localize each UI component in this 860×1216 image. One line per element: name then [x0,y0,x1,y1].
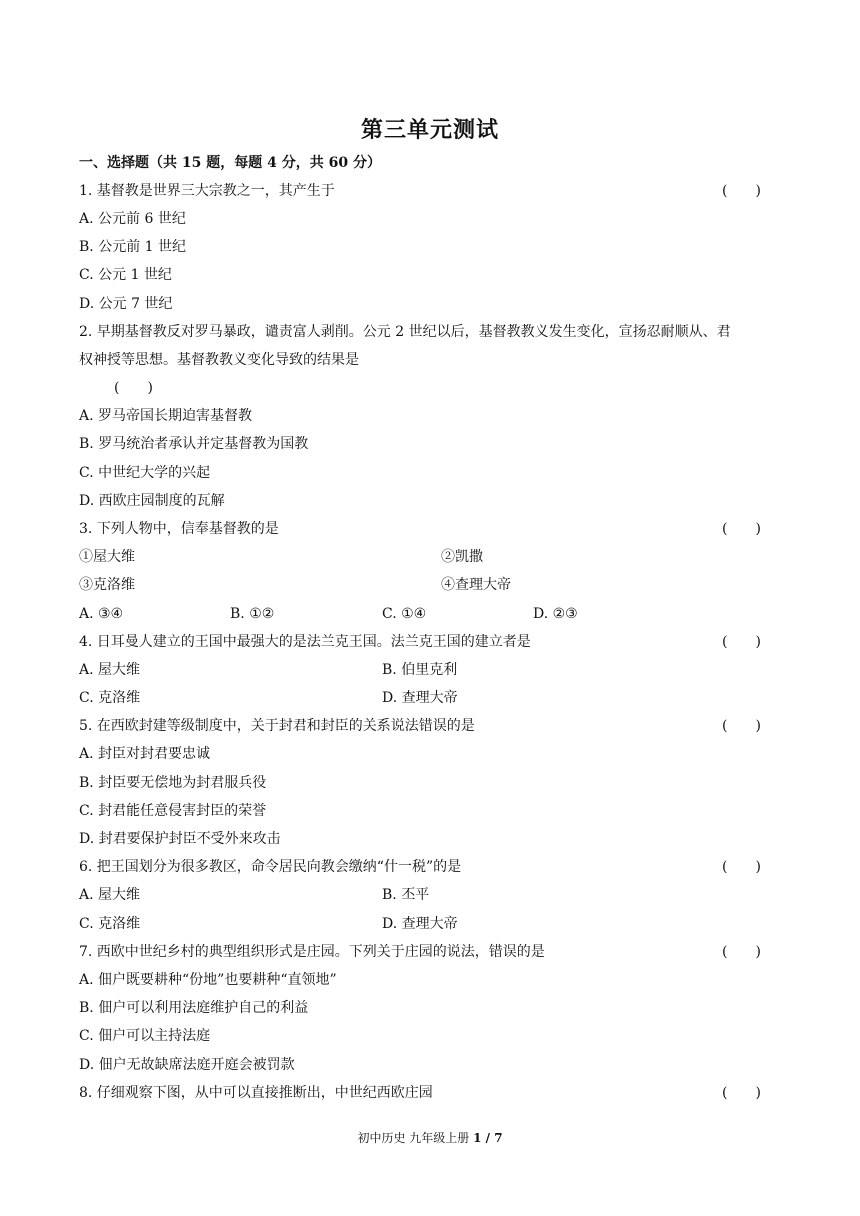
question-5-option-d: D. 封君要保护封臣不受外来攻击 [79,831,281,847]
question-5-stem: 5. 在西欧封建等级制度中，关于封君和封臣的关系说法错误的是 [79,718,475,734]
question-3-option-a: A. ③④ [79,606,124,622]
question-7-option-d: D. 佃户无故缺席法庭开庭会被罚款 [79,1057,295,1073]
question-4-option-a: A. 屋大维 [79,662,141,678]
question-6-option-c: C. 克洛维 [79,916,141,932]
question-4-option-b: B. 伯里克利 [382,662,458,678]
question-3-option-c: C. ①④ [382,606,427,622]
question-8-stem: 8. 仔细观察下图，从中可以直接推断出，中世纪西欧庄园 [79,1085,433,1101]
question-1-stem: 1. 基督教是世界三大宗教之一，其产生于 [79,183,335,199]
question-2-option-d: D. 西欧庄园制度的瓦解 [79,493,225,509]
answer-blank-7: ( ) [722,944,761,960]
section-heading: 一、选择题（共 15 题，每题 4 分，共 60 分） [79,155,381,171]
question-2-stem-line-1: 2. 早期基督教反对罗马暴政，谴责富人剥削。公元 2 世纪以后，基督教教义发生变化，宣扬忍耐顺从、君 [79,324,731,340]
question-1-option-a: A. 公元前 6 世纪 [79,211,186,227]
question-7-option-b: B. 佃户可以利用法庭维护自己的利益 [79,1000,309,1016]
answer-blank-6: ( ) [722,859,761,875]
footer-page-number: 1 / 7 [473,1131,503,1145]
question-3-stem: 3. 下列人物中，信奉基督教的是 [79,521,279,537]
question-6-option-d: D. 查理大帝 [382,916,458,932]
question-7-option-c: C. 佃户可以主持法庭 [79,1028,211,1044]
question-3-option-d: D. ②③ [533,606,578,622]
question-6-option-b: B. 丕平 [382,887,430,903]
question-2-stem-line-2: 权神授等思想。基督教教义变化导致的结果是 [79,352,359,368]
question-3-item-4: ④查理大帝 [441,577,511,593]
footer-subject: 初中历史 九年级上册 [357,1131,470,1145]
answer-blank-3: ( ) [722,521,761,537]
question-1-option-b: B. 公元前 1 世纪 [79,239,186,255]
question-5-option-a: A. 封臣对封君要忠诚 [79,746,211,762]
question-7-option-a: A. 佃户既要耕种“份地”也要耕种“直领地” [79,972,337,988]
question-6-stem: 6. 把王国划分为很多教区，命令居民向教会缴纳“什一税”的是 [79,859,462,875]
question-2-option-b: B. 罗马统治者承认并定基督教为国教 [79,436,309,452]
answer-blank-2: ( ) [114,380,153,396]
question-5-option-b: B. 封臣要无偿地为封君服兵役 [79,775,267,791]
question-3-item-2: ②凯撒 [441,549,483,565]
page-title: 第三单元测试 [360,117,499,143]
question-4-option-d: D. 查理大帝 [382,690,458,706]
answer-blank-1: ( ) [722,183,761,199]
answer-blank-8: ( ) [722,1085,761,1101]
question-4-stem: 4. 日耳曼人建立的王国中最强大的是法兰克王国。法兰克王国的建立者是 [79,634,531,650]
question-3-item-1: ①屋大维 [79,549,135,565]
question-5-option-c: C. 封君能任意侵害封臣的荣誉 [79,803,267,819]
question-1-option-d: D. 公元 7 世纪 [79,296,173,312]
question-4-option-c: C. 克洛维 [79,690,141,706]
question-7-stem: 7. 西欧中世纪乡村的典型组织形式是庄园。下列关于庄园的说法，错误的是 [79,944,545,960]
question-6-option-a: A. 屋大维 [79,887,141,903]
question-1-option-c: C. 公元 1 世纪 [79,267,172,283]
question-2-option-a: A. 罗马帝国长期迫害基督教 [79,408,253,424]
page-footer [0,1129,860,1147]
question-3-item-3: ③克洛维 [79,577,135,593]
answer-blank-4: ( ) [722,634,761,650]
question-2-option-c: C. 中世纪大学的兴起 [79,465,211,481]
question-3-option-b: B. ①② [230,606,275,622]
answer-blank-5: ( ) [722,718,761,734]
